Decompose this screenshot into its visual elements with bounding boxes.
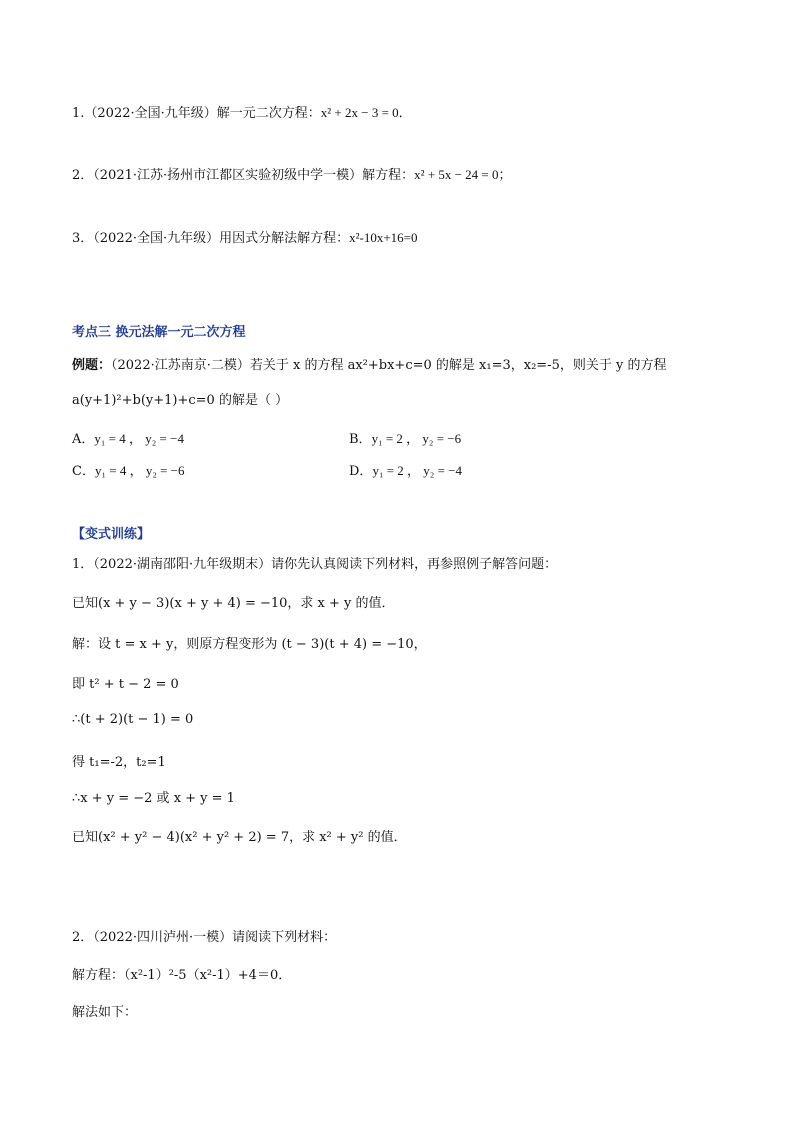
option-b[interactable]: B．y₁ = 2 ， y₂ = −6 (349, 431, 462, 447)
variant-p1-solution-2: 即 t² + t − 2 = 0 (72, 677, 179, 692)
variant-p1-solution-4: 得 t₁=-2，t₂=1 (72, 755, 166, 770)
variant-title: 【变式训练】 (72, 527, 151, 542)
section-title: 考点三 换元法解一元二次方程 (72, 325, 246, 340)
variant-p2-intro: 2．（2022·四川泸州·一模）请阅读下列材料： (72, 930, 337, 945)
problem-2: 2．（2021·江苏·扬州市江都区实验初级中学一模）解方程：x² + 5x − 24 = 0； (72, 167, 512, 183)
problem-3: 3．（2022·全国·九年级）用因式分解法解方程：x²-10x+16=0 (72, 230, 418, 246)
variant-p2-method: 解法如下： (72, 1005, 138, 1020)
variant-p1-solution-1: 解：设 t = x + y，则原方程变形为 (t − 3)(t + 4) = −10， (72, 637, 427, 652)
variant-p1-question: 已知(x² + y² − 4)(x² + y² + 2) = 7，求 x² + y² 的值． (72, 830, 407, 845)
variant-p1-solution-5: ∴x + y = −2 或 x + y = 1 (72, 791, 235, 806)
variant-p1-intro: 1．（2022·湖南邵阳·九年级期末）请你先认真阅读下列材料，再参照例子解答问题： (72, 557, 558, 572)
variant-p2-equation: 解方程：（x²-1）²-5（x²-1）+4＝0． (72, 968, 292, 983)
option-a[interactable]: A．y₁ = 4 ， y₂ = −4 (72, 431, 184, 447)
variant-p1-given: 已知(x + y − 3)(x + y + 4) = −10，求 x + y 的值． (72, 596, 395, 611)
example-line-1: 例题：（2022·江苏南京·二模）若关于 x 的方程 ax²+bx+c=0 的解是 x₁=3，x₂=-5，则关于 y 的方程 (72, 358, 667, 373)
problem-1: 1.（2022·全国·九年级）解一元二次方程：x² + 2x − 3 = 0． (72, 105, 412, 121)
variant-p1-solution-3: ∴(t + 2)(t − 1) = 0 (72, 712, 194, 727)
example-line-2: a(y+1)²+b(y+1)+c=0 的解是（ ） (72, 393, 289, 408)
option-d[interactable]: D．y₁ = 2 ， y₂ = −4 (349, 463, 462, 479)
option-c[interactable]: C．y₁ = 4 ， y₂ = −6 (72, 463, 185, 479)
